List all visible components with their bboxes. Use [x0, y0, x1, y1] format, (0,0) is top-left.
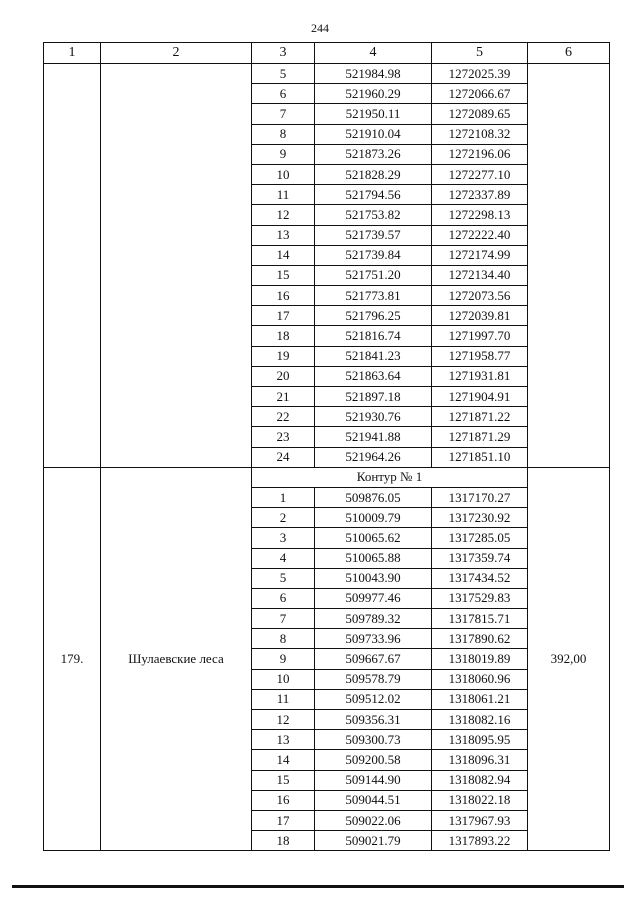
x-coordinate-cell: 509789.32 — [315, 609, 432, 629]
point-number-cell: 4 — [252, 548, 315, 568]
y-coordinate-cell: 1317967.93 — [432, 810, 528, 830]
x-coordinate-cell: 521910.04 — [315, 124, 432, 144]
x-coordinate-cell: 521816.74 — [315, 326, 432, 346]
point-number-cell: 12 — [252, 205, 315, 225]
entry-number: 179. — [44, 467, 101, 851]
x-coordinate-cell: 521863.64 — [315, 366, 432, 386]
y-coordinate-cell: 1272108.32 — [432, 124, 528, 144]
y-coordinate-cell: 1272222.40 — [432, 225, 528, 245]
x-coordinate-cell: 509667.67 — [315, 649, 432, 669]
point-number-cell: 13 — [252, 225, 315, 245]
point-number-cell: 2 — [252, 508, 315, 528]
point-number-cell: 9 — [252, 144, 315, 164]
point-number-cell: 12 — [252, 710, 315, 730]
point-number-cell: 17 — [252, 306, 315, 326]
point-number-cell: 9 — [252, 649, 315, 669]
x-coordinate-cell: 509044.51 — [315, 790, 432, 810]
point-number-cell: 6 — [252, 84, 315, 104]
y-coordinate-cell: 1271851.10 — [432, 447, 528, 467]
x-coordinate-cell: 509578.79 — [315, 669, 432, 689]
y-coordinate-cell: 1318082.16 — [432, 710, 528, 730]
x-coordinate-cell: 521751.20 — [315, 265, 432, 285]
y-coordinate-cell: 1272174.99 — [432, 245, 528, 265]
x-coordinate-cell: 521753.82 — [315, 205, 432, 225]
point-number-cell: 7 — [252, 104, 315, 124]
x-coordinate-cell: 521828.29 — [315, 164, 432, 184]
y-coordinate-cell: 1318019.89 — [432, 649, 528, 669]
point-number-cell: 7 — [252, 609, 315, 629]
point-number-cell: 11 — [252, 689, 315, 709]
point-number-cell: 18 — [252, 831, 315, 851]
y-coordinate-cell: 1271871.29 — [432, 427, 528, 447]
x-coordinate-cell: 521950.11 — [315, 104, 432, 124]
x-coordinate-cell: 509300.73 — [315, 730, 432, 750]
point-number-cell: 15 — [252, 265, 315, 285]
y-coordinate-cell: 1272066.67 — [432, 84, 528, 104]
y-coordinate-cell: 1317529.83 — [432, 588, 528, 608]
point-number-cell: 3 — [252, 528, 315, 548]
x-coordinate-cell: 521873.26 — [315, 144, 432, 164]
y-coordinate-cell: 1272073.56 — [432, 286, 528, 306]
y-coordinate-cell: 1272134.40 — [432, 265, 528, 285]
x-coordinate-cell: 509356.31 — [315, 710, 432, 730]
point-number-cell: 15 — [252, 770, 315, 790]
y-coordinate-cell: 1317285.05 — [432, 528, 528, 548]
y-coordinate-cell: 1272298.13 — [432, 205, 528, 225]
point-number-cell: 23 — [252, 427, 315, 447]
x-coordinate-cell: 521941.88 — [315, 427, 432, 447]
y-coordinate-cell: 1271958.77 — [432, 346, 528, 366]
y-coordinate-cell: 1271931.81 — [432, 366, 528, 386]
x-coordinate-cell: 509200.58 — [315, 750, 432, 770]
header-col-3: 3 — [252, 43, 315, 64]
point-number-cell: 5 — [252, 568, 315, 588]
point-number-cell: 10 — [252, 669, 315, 689]
point-number-cell: 16 — [252, 790, 315, 810]
y-coordinate-cell: 1317230.92 — [432, 508, 528, 528]
point-number-cell: 14 — [252, 245, 315, 265]
x-coordinate-cell: 510009.79 — [315, 508, 432, 528]
contour-title: Контур № 1 — [252, 467, 528, 487]
header-col-5: 5 — [432, 43, 528, 64]
x-coordinate-cell: 509733.96 — [315, 629, 432, 649]
prev-entry-name-cell — [101, 64, 252, 468]
point-number-cell: 6 — [252, 588, 315, 608]
y-coordinate-cell: 1271904.91 — [432, 387, 528, 407]
x-coordinate-cell: 521930.76 — [315, 407, 432, 427]
table-body — [44, 64, 610, 851]
x-coordinate-cell: 521773.81 — [315, 286, 432, 306]
y-coordinate-cell: 1318060.96 — [432, 669, 528, 689]
x-coordinate-cell: 509021.79 — [315, 831, 432, 851]
y-coordinate-cell: 1318082.94 — [432, 770, 528, 790]
y-coordinate-cell: 1318061.21 — [432, 689, 528, 709]
x-coordinate-cell: 509144.90 — [315, 770, 432, 790]
x-coordinate-cell: 521964.26 — [315, 447, 432, 467]
y-coordinate-cell: 1317815.71 — [432, 609, 528, 629]
header-col-1: 1 — [44, 43, 101, 64]
y-coordinate-cell: 1272277.10 — [432, 164, 528, 184]
prev-entry-area-cell — [528, 64, 610, 468]
y-coordinate-cell: 1271997.70 — [432, 326, 528, 346]
x-coordinate-cell: 521796.25 — [315, 306, 432, 326]
point-number-cell: 8 — [252, 629, 315, 649]
header-row — [44, 43, 610, 64]
y-coordinate-cell: 1272089.65 — [432, 104, 528, 124]
x-coordinate-cell: 510065.88 — [315, 548, 432, 568]
x-coordinate-cell: 510043.90 — [315, 568, 432, 588]
y-coordinate-cell: 1271871.22 — [432, 407, 528, 427]
x-coordinate-cell: 509512.02 — [315, 689, 432, 709]
prev-entry-number-cell — [44, 64, 101, 468]
y-coordinate-cell: 1317170.27 — [432, 487, 528, 507]
contour-row — [44, 467, 610, 487]
point-number-cell: 17 — [252, 810, 315, 830]
x-coordinate-cell: 521841.23 — [315, 346, 432, 366]
point-number-cell: 16 — [252, 286, 315, 306]
point-number-cell: 14 — [252, 750, 315, 770]
x-coordinate-cell: 521984.98 — [315, 64, 432, 84]
y-coordinate-cell: 1272025.39 — [432, 64, 528, 84]
x-coordinate-cell: 509876.05 — [315, 487, 432, 507]
x-coordinate-cell: 521739.84 — [315, 245, 432, 265]
entry-name: Шулаевские леса — [101, 467, 252, 851]
coordinates-table — [43, 42, 610, 851]
y-coordinate-cell: 1318096.31 — [432, 750, 528, 770]
x-coordinate-cell: 509977.46 — [315, 588, 432, 608]
point-number-cell: 22 — [252, 407, 315, 427]
x-coordinate-cell: 521897.18 — [315, 387, 432, 407]
entry-area: 392,00 — [528, 467, 610, 851]
page-number: 244 — [311, 21, 329, 35]
x-coordinate-cell: 521794.56 — [315, 185, 432, 205]
point-number-cell: 11 — [252, 185, 315, 205]
y-coordinate-cell: 1318022.18 — [432, 790, 528, 810]
point-number-cell: 13 — [252, 730, 315, 750]
x-coordinate-cell: 510065.62 — [315, 528, 432, 548]
point-number-cell: 1 — [252, 487, 315, 507]
y-coordinate-cell: 1272337.89 — [432, 185, 528, 205]
y-coordinate-cell: 1318095.95 — [432, 730, 528, 750]
header-col-2: 2 — [101, 43, 252, 64]
point-number-cell: 18 — [252, 326, 315, 346]
y-coordinate-cell: 1317890.62 — [432, 629, 528, 649]
y-coordinate-cell: 1317359.74 — [432, 548, 528, 568]
y-coordinate-cell: 1272196.06 — [432, 144, 528, 164]
x-coordinate-cell: 521739.57 — [315, 225, 432, 245]
point-number-cell: 19 — [252, 346, 315, 366]
x-coordinate-cell: 521960.29 — [315, 84, 432, 104]
point-number-cell: 24 — [252, 447, 315, 467]
y-coordinate-cell: 1317434.52 — [432, 568, 528, 588]
point-number-cell: 5 — [252, 64, 315, 84]
point-number-cell: 21 — [252, 387, 315, 407]
header-col-4: 4 — [315, 43, 432, 64]
header-col-6: 6 — [528, 43, 610, 64]
point-number-cell: 20 — [252, 366, 315, 386]
x-coordinate-cell: 509022.06 — [315, 810, 432, 830]
point-number-cell: 10 — [252, 164, 315, 184]
y-coordinate-cell: 1317893.22 — [432, 831, 528, 851]
y-coordinate-cell: 1272039.81 — [432, 306, 528, 326]
bottom-rule — [12, 885, 624, 888]
point-number-cell: 8 — [252, 124, 315, 144]
table-row — [44, 64, 610, 84]
